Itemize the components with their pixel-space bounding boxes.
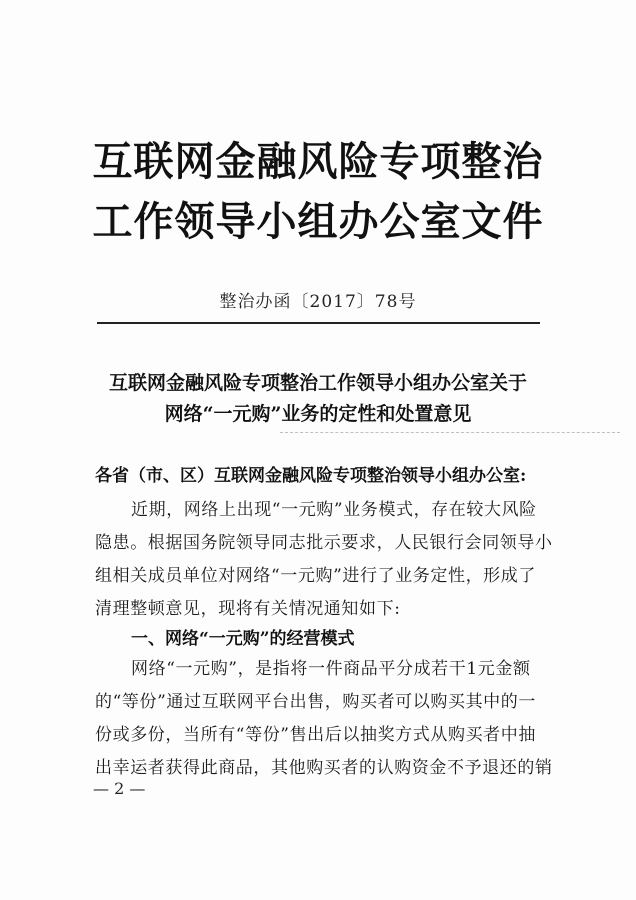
subject-line-2: 网络“一元购”业务的定性和处置意见 [164, 403, 472, 425]
paragraph-2-line-4: 出幸运者获得此商品，其他购买者的认购资金不予退还的销 [95, 758, 553, 778]
paragraph-1-line-4: 清理整顿意见，现将有关情况通知如下: [95, 599, 401, 619]
paragraph-2-line-3: 份或多份，当所有“等份”售出后以抽奖方式从购买者中抽 [95, 725, 536, 745]
paragraph-1-line-1: 近期，网络上出现“一元购”业务模式，存在较大风险 [131, 500, 537, 520]
page-number: — 2 — [93, 779, 146, 798]
paragraph-2-line-1: 网络“一元购”，是指将一件商品平分成若干1元金额 [131, 659, 531, 679]
document-header-title-line-2: 工作领导小组办公室文件 [92, 198, 544, 245]
paragraph-2-line-2: 的“等份”通过互联网平台出售，购买者可以购买其中的一 [95, 692, 536, 712]
scan-artifact-line [280, 432, 620, 433]
paragraph-1-line-2: 隐患。根据国务院领导同志批示要求，人民银行会同领导小 [95, 533, 553, 553]
section-1-heading: 一、网络“一元购”的经营模式 [131, 629, 355, 649]
subject-line-1: 互联网金融风险专项整治工作领导小组办公室关于 [108, 372, 527, 394]
addressee: 各省（市、区）互联网金融风险专项整治领导小组办公室: [95, 466, 527, 486]
document-header-title-line-1: 互联网金融风险专项整治 [92, 138, 544, 185]
document-number: 整治办函〔2017〕78号 [219, 292, 417, 312]
paragraph-1-line-3: 组相关成员单位对网络“一元购”进行了业务定性，形成了 [95, 566, 536, 586]
header-divider [97, 322, 540, 324]
